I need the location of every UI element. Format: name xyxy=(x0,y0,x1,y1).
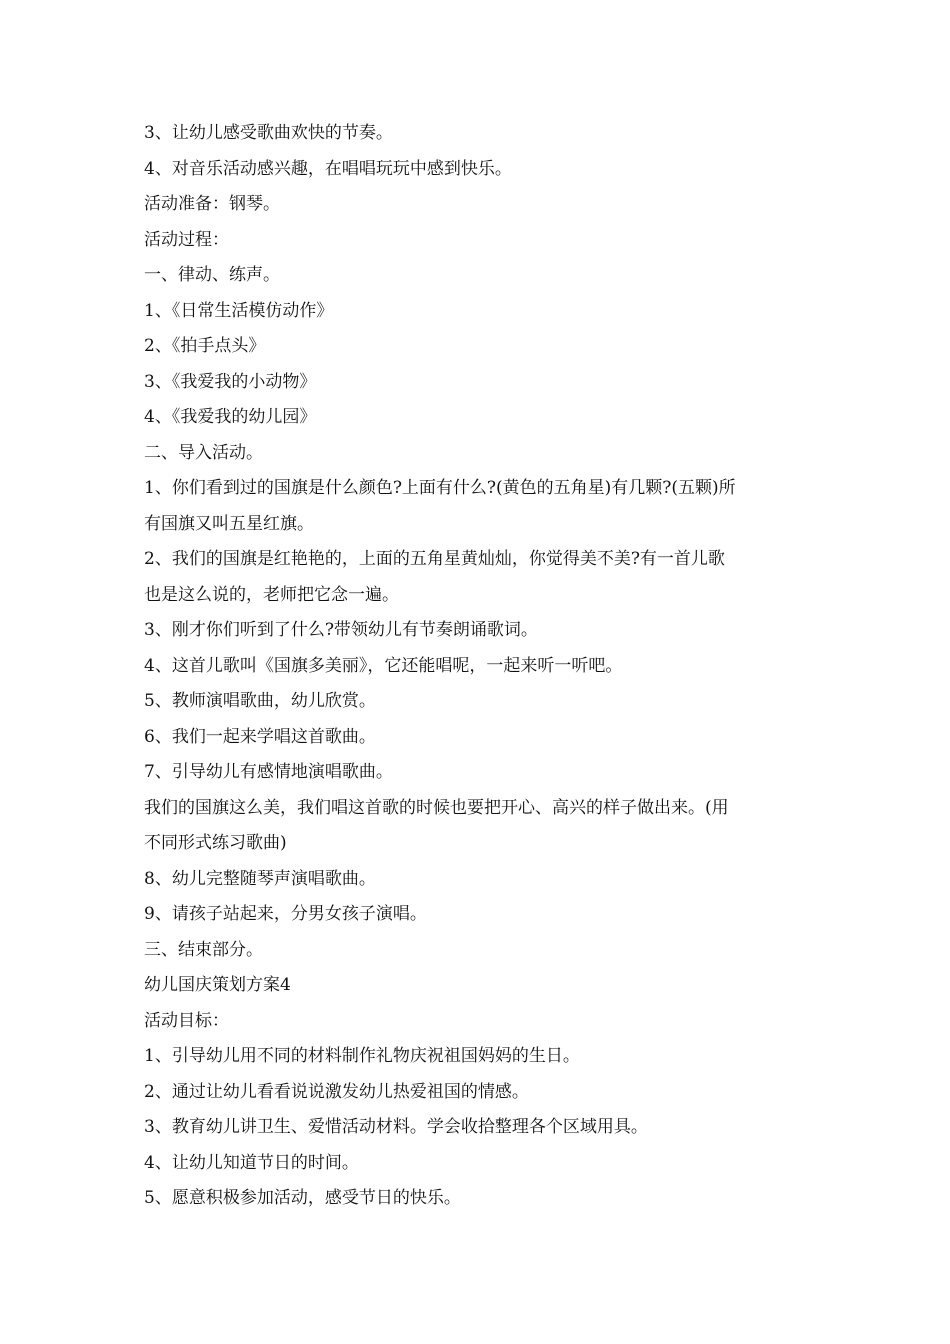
text-line: 不同形式练习歌曲) xyxy=(144,833,287,853)
text-line: 4、让幼儿知道节日的时间。 xyxy=(144,1152,359,1173)
document-title: 幼儿国庆策划方案4 xyxy=(144,975,291,995)
text-line: 4、对音乐活动感兴趣，在唱唱玩玩中感到快乐。 xyxy=(144,158,512,179)
text-line: 3、教育幼儿讲卫生、爱惜活动材料。学会收拾整理各个区域用具。 xyxy=(144,1117,648,1137)
text-line: 3、《我爱我的小动物》 xyxy=(144,371,317,392)
text-line: 7、引导幼儿有感情地演唱歌曲。 xyxy=(144,762,393,782)
text-line: 有国旗又叫五星红旗。 xyxy=(144,513,314,534)
section-heading: 一、律动、练声。 xyxy=(144,265,280,285)
text-line: 4、这首儿歌叫《国旗多美丽》，它还能唱呢，一起来听一听吧。 xyxy=(144,655,623,676)
text-line: 3、让幼儿感受歌曲欢快的节奏。 xyxy=(144,123,393,143)
text-line: 1、你们看到过的国旗是什么颜色?上面有什么?(黄色的五角星)有几颗?(五颗)所 xyxy=(144,478,736,498)
section-heading: 活动过程： xyxy=(144,229,229,250)
text-line: 活动准备：钢琴。 xyxy=(144,194,280,214)
text-line: 2、我们的国旗是红艳艳的，上面的五角星黄灿灿，你觉得美不美?有一首儿歌 xyxy=(144,549,725,569)
text-line: 1、《日常生活模仿动作》 xyxy=(144,300,334,321)
text-line: 5、教师演唱歌曲，幼儿欣赏。 xyxy=(144,691,376,711)
text-line: 3、刚才你们听到了什么?带领幼儿有节奏朗诵歌词。 xyxy=(144,620,538,640)
text-line: 我们的国旗这么美，我们唱这首歌的时候也要把开心、高兴的样子做出来。(用 xyxy=(144,797,729,818)
text-line: 4、《我爱我的幼儿园》 xyxy=(144,407,317,427)
text-line: 8、幼儿完整随琴声演唱歌曲。 xyxy=(144,868,376,889)
text-line: 9、请孩子站起来，分男女孩子演唱。 xyxy=(144,904,427,924)
text-line: 6、我们一起来学唱这首歌曲。 xyxy=(144,726,376,747)
text-line: 1、引导幼儿用不同的材料制作礼物庆祝祖国妈妈的生日。 xyxy=(144,1046,580,1066)
section-heading: 活动目标： xyxy=(144,1010,229,1031)
text-line: 也是这么说的，老师把它念一遍。 xyxy=(144,584,399,605)
document-body xyxy=(144,116,812,1217)
text-line: 2、通过让幼儿看看说说激发幼儿热爱祖国的情感。 xyxy=(144,1081,529,1102)
text-line: 5、愿意积极参加活动，感受节日的快乐。 xyxy=(144,1188,461,1208)
section-heading: 二、导入活动。 xyxy=(144,442,263,463)
section-heading: 三、结束部分。 xyxy=(144,939,263,960)
text-line: 2、《拍手点头》 xyxy=(144,336,266,356)
